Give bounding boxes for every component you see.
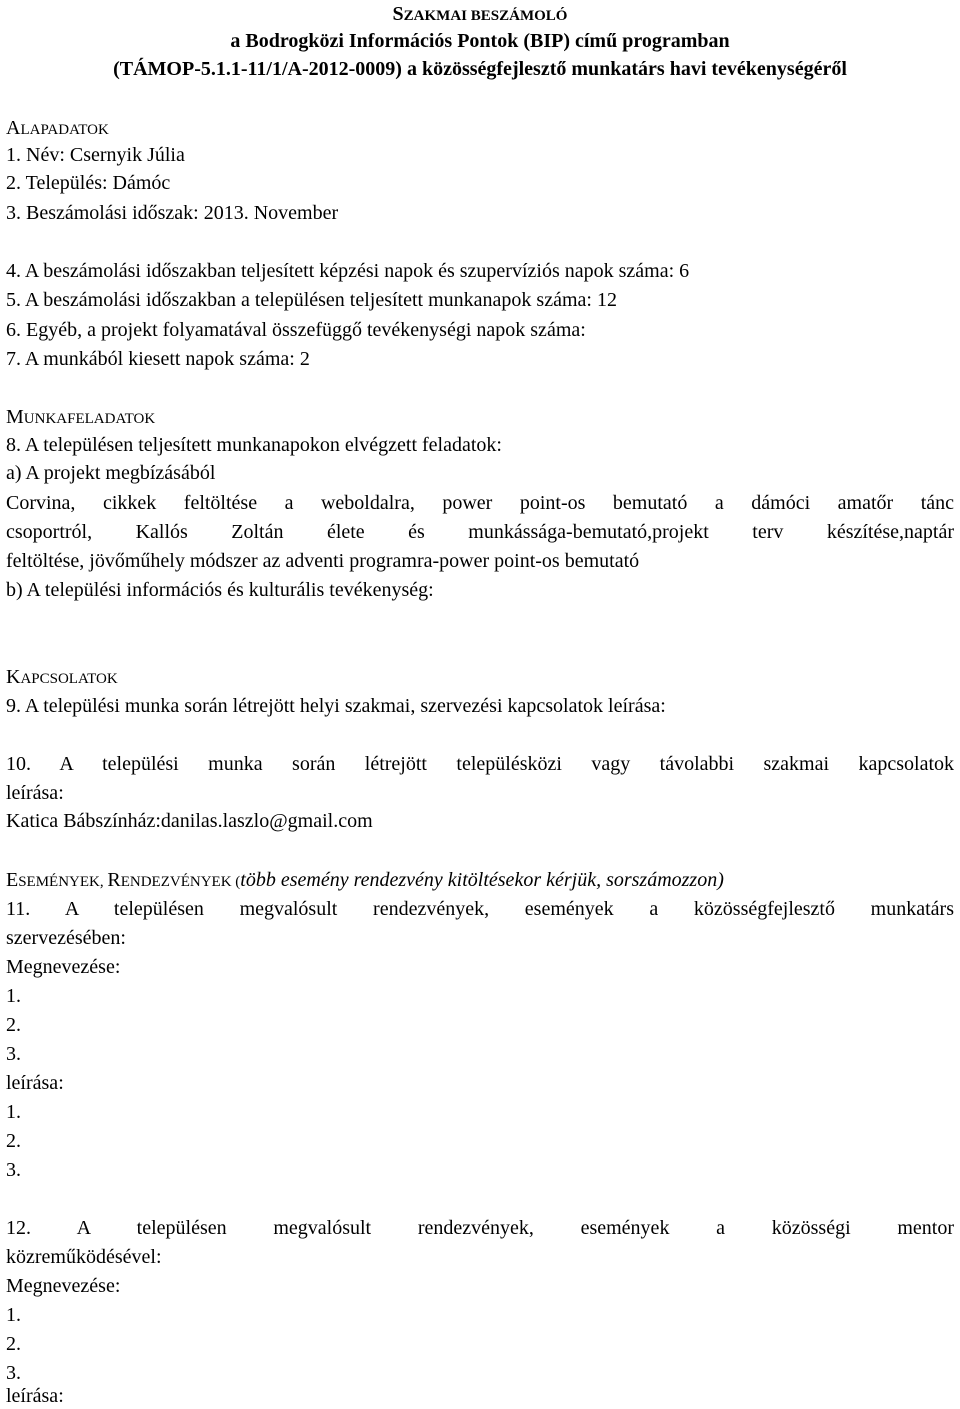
list-item-11-desc-1: 1. [6, 1101, 21, 1123]
field-training-days: 4. A beszámolási időszakban teljesített képzési napok és szupervíziós napok száma: 6 [6, 260, 690, 282]
section-heading-esemenyek: ESEMÉNYEK, RENDEZVÉNYEK (több esemény rendezvény kitöltésekor kérjük, sorszámozzon) [6, 869, 724, 891]
field-work-days: 5. A beszámolási időszakban a településen teljesített munkanapok száma: 12 [6, 289, 617, 311]
list-item-11-name-3: 3. [6, 1043, 21, 1065]
field-missed-days: 7. A munkából kiesett napok száma: 2 [6, 348, 310, 370]
list-item-12-name-3: 3. [6, 1362, 21, 1384]
task-text-line-1: Corvina, cikkek feltöltése a weboldalra, power point-os bemutató a dámóci amatőr tánc [6, 492, 954, 514]
label-megnevezes-11: Megnevezése: [6, 956, 121, 978]
question-9: 9. A települési munka során létrejött helyi szakmai, szervezési kapcsolatok leírása: [6, 695, 666, 717]
task-text-line-3: feltöltése, jövőműhely módszer az adventi programra-power point-os bemutató [6, 550, 640, 572]
field-period: 3. Beszámolási időszak: 2013. November [6, 202, 339, 224]
field-other-days: 6. Egyéb, a projekt folyamatával összefüggő tevékenységi napok száma: [6, 319, 586, 341]
question-12-line-1: 12. A településen megvalósult rendezvények, események a közösségi mentor [6, 1217, 954, 1239]
task-text-line-2: csoportról, Kallós Zoltán élete és munkássága-bemutató,projekt terv készítése,naptár [6, 521, 954, 543]
question-11-line-1: 11. A településen megvalósult rendezvények, események a közösségfejlesztő munkatárs [6, 898, 954, 920]
list-item-11-desc-3: 3. [6, 1159, 21, 1181]
section-heading-munkafeladatok: MUNKAFELADATOK [6, 406, 156, 428]
label-project-assignment: a) A projekt megbízásából [6, 462, 216, 484]
question-10-line-1: 10. A települési munka során létrejött településközi vagy távolabbi szakmai kapcsolatok [6, 753, 954, 775]
report-title: SZAKMAI BESZÁMOLÓ [392, 3, 568, 25]
label-leiras-12: leírása: [6, 1385, 64, 1407]
question-8: 8. A településen teljesített munkanapokon elvégzett feladatok: [6, 434, 502, 456]
contact-text: Katica Bábszínház:danilas.laszlo@gmail.com [6, 810, 373, 832]
list-item-12-name-1: 1. [6, 1304, 21, 1326]
report-subtitle: a Bodrogközi Információs Pontok (BIP) című programban [230, 30, 730, 52]
section-heading-kapcsolatok: KAPCSOLATOK [6, 666, 118, 688]
list-item-12-name-2: 2. [6, 1333, 21, 1355]
label-megnevezes-12: Megnevezése: [6, 1275, 121, 1297]
list-item-11-name-2: 2. [6, 1014, 21, 1036]
label-cultural-activity: b) A települési információs és kulturális tevékenység: [6, 579, 434, 601]
section-heading-alapadatok: ALAPADATOK [6, 117, 109, 139]
question-10-line-2: leírása: [6, 782, 64, 804]
field-settlement: 2. Település: Dámóc [6, 172, 171, 194]
list-item-11-desc-2: 2. [6, 1130, 21, 1152]
question-12-line-2: közreműködésével: [6, 1246, 162, 1268]
report-project-line: (TÁMOP-5.1.1-11/1/A-2012-0009) a közösségfejlesztő munkatárs havi tevékenységéről [113, 58, 847, 80]
question-11-line-2: szervezésében: [6, 927, 126, 949]
label-leiras-11: leírása: [6, 1072, 64, 1094]
field-name: 1. Név: Csernyik Júlia [6, 144, 185, 166]
list-item-11-name-1: 1. [6, 985, 21, 1007]
